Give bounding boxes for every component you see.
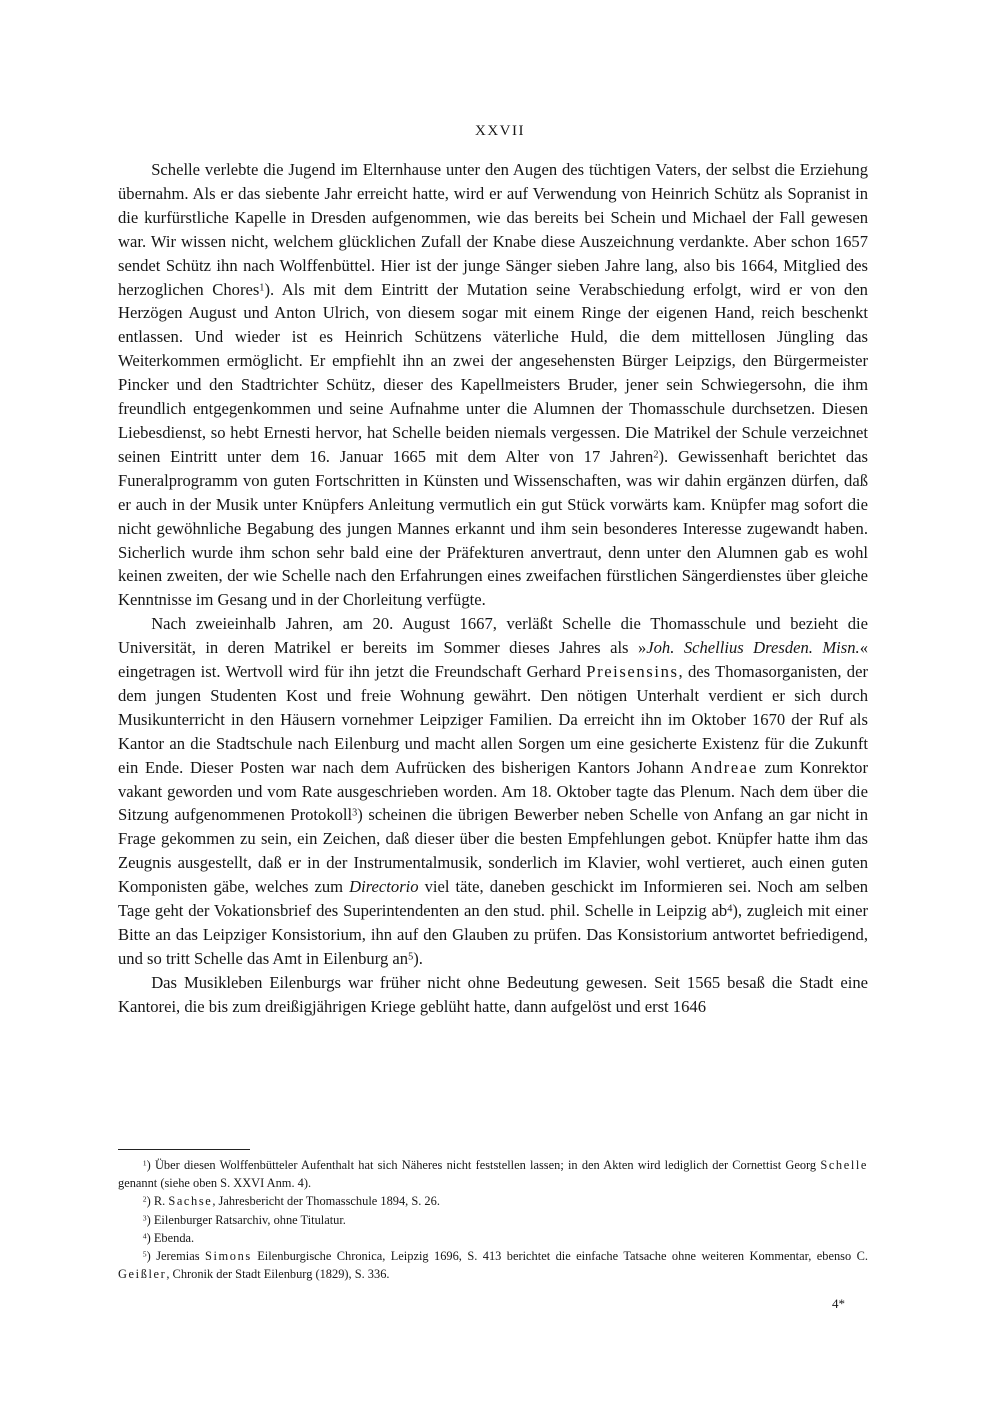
paragraph-text: zum Konrektor vakant geworden und vom Rate ausgeschrieben worden. Am 18. Oktober tagte das Plenum. Nach dem über die Sitzung aufgenommenen Protokoll — [118, 757, 868, 825]
footnotes — [118, 1156, 868, 1283]
footnote — [118, 1247, 868, 1283]
paragraph — [118, 612, 868, 971]
footnote-marker: 1 — [142, 1158, 147, 1168]
footnote-text: ) Über diesen Wolffenbütteler Aufenthalt hat sich Näheres nicht feststellen lassen; in den Akten wird lediglich der Cornettist Georg — [146, 1158, 821, 1172]
footnote-text: ) Jeremias — [146, 1249, 205, 1264]
footnote — [118, 1156, 868, 1192]
footnote-text-spaced-name: Simons — [205, 1249, 252, 1264]
paragraph-text: Das Musikleben Eilenburgs war früher nicht ohne Bedeutung gewesen. Seit 1565 besaß die Stadt eine Kantorei, die bis zum dreißigjährigen Kriege geblüht hatte, dann aufgelöst und erst 1646 — [118, 972, 868, 1016]
paragraph-text: Nach zweieinhalb Jahren, am 20. August 1667, verläßt Schelle die Thomasschule und bezieht die Universität, in deren Matrikel er bereits im Sommer dieses Jahres als » — [118, 614, 868, 658]
footnote — [118, 1211, 868, 1229]
footnote-marker: 5 — [142, 1249, 147, 1259]
footnote-text: ) R. — [146, 1194, 169, 1209]
paragraph-text: ). Gewissenhaft berichtet das Funeralprogramm von guten Fortschritten in Künsten und Wissenschaften, was wir dahin ergänzen dürfen, daß er auch in der Musik unter Knüpfers Anleitung vermutlich ein gut Stück vorwärts kam. Knüpfer mag sofort die nicht gewöhnliche Begabung des jungen Mannes erkannt und ihm sein besonderes Interesse zugewandt haben. Sicherlich wurde ihm schon sehr bald eine der Präfekturen anvertraut, denn unter den Alumnen gab es wohl keinen zweiten, der wie Schelle nach den Erfahrungen eines zweifachen fürstlichen Sängerdienstes über gleiche Kenntnisse im Gesang und in der Chorleitung verfügte. — [118, 446, 868, 610]
footnote — [118, 1192, 868, 1210]
paragraph-text: Schelle verlebte die Jugend im Elternhause unter den Augen des tüchtigen Vaters, der selbst die Erziehung übernahm. Als er das siebente Jahr erreicht hatte, wird er auf Verwendung von Heinrich Schütz als Sopranist in die kurfürstliche Kapelle in Dresden aufgenommen, wie das bereits bei Schein und Michael der Fall gewesen war. Wir wissen nicht, welchem glücklichen Zufall der Knabe diese Auszeichnung verdankte. Aber schon 1657 sendet Schütz ihn nach Wolffenbüttel. Hier ist der junge Sänger sieben Jahre lang, also bis 1664, Mitglied des herzoglichen Chores — [118, 160, 868, 299]
paragraph-text-spaced-name: Andreae — [690, 757, 758, 777]
paragraph-text: ), zugleich mit einer Bitte an das Leipziger Konsistorium, ihn auf den Glauben zu prüfen. Das Konsistorium antwortet befriedigend, und so tritt Schelle das Amt in Eilenburg an — [118, 901, 868, 968]
paragraph-text: ) scheinen die übrigen Bewerber neben Schelle von Anfang an gar nicht in Frage gekommen zu sein, ein Zeichen, daß dieser über die besten Empfehlungen gebot. Knüpfer hatte ihm das Zeugnis ausgestellt, daß er in der Instrumentalmusik, sonderlich im Klavier, wohl vertieret, auch einen guten Komponisten gäbe, welches zum — [118, 805, 868, 897]
paragraph-text: ). — [413, 948, 423, 968]
paragraph — [118, 158, 868, 612]
paragraph-text: , des Thomasorganisten, der dem jungen Studenten Kost und freie Wohnung gewährt. Den nötigen Unterhalt verdient er sich durch Musikunterricht in den Häusern vornehmer Leipziger Familien. Da erreicht ihn im Oktober 1670 der Ruf als Kantor an die Stadtschule nach Eilenburg und macht allen Sorgen um eine gesicherte Existenz für die Zukunft ein Ende. Dieser Posten war nach dem Aufrücken des bisherigen Kantors Johann — [118, 662, 868, 777]
footnote-marker: 4 — [727, 903, 733, 915]
paragraph-text-italic: Directorio — [349, 877, 419, 897]
footnote-text: , Jahresbericht der Thomasschule 1894, S. 26. — [212, 1194, 440, 1209]
paragraph-text-spaced-name: Preisensins — [586, 662, 679, 682]
paragraph-text-italic: Joh. Schellius Dresden. Misn. — [646, 638, 860, 658]
footnote-text: ) Eilenburger Ratsarchiv, ohne Titulatur. — [146, 1212, 346, 1227]
paragraph-text: ). Als mit dem Eintritt der Mutation seine Verabschiedung erfolgt, wird er von den Herzögen August und Anton Ulrich, von diesem sogar mit einem Ringe der eigenen Hand, reich beschenkt entlassen. Und wieder ist es Heinrich Schützens väterliche Huld, die dem mittellosen Jüngling das Weiterkommen ermöglicht. Er empfiehlt ihn an zwei der angesehensten Bürger Leipzigs, den Bürgermeister Pincker und den Stadtrichter Schütz, dieser des Kapellmeisters Bruder, jener sein Schwiegersohn, die ihm freundlich entgegenkommen und seine Aufnahme unter die Alumnen der Thomasschule durchsetzen. Diesen Liebesdienst, so hebt Ernesti hervor, hat Schelle beiden niemals vergessen. Die Matrikel der Schule verzeichnet seinen Eintritt unter dem 16. Januar 1665 mit dem Alter von 17 Jahren — [118, 279, 868, 466]
footnote-marker: 3 — [352, 807, 358, 819]
footnote-text: ) Ebenda. — [146, 1230, 195, 1245]
footnote-text-spaced-name: Geißler — [118, 1267, 167, 1282]
footnote-divider — [118, 1149, 250, 1150]
paragraph — [118, 971, 868, 1019]
footnote-marker: 2 — [142, 1194, 147, 1204]
footnote-marker: 2 — [653, 449, 659, 461]
footnote-text-spaced-name: Schelle — [820, 1158, 868, 1172]
page-number: XXVII — [475, 123, 525, 139]
footnote-marker: 3 — [142, 1213, 147, 1223]
footnote-marker: 5 — [408, 951, 414, 963]
footnote-text: genannt (siehe oben S. XXVI Anm. 4). — [118, 1176, 312, 1191]
footnote — [118, 1229, 868, 1247]
paragraph-text: viel täte, daneben geschickt im Informieren sei. Noch am selben Tage geht der Vokationsbrief des Superintendenten an den stud. phil. Schelle in Leipzig ab — [118, 877, 868, 921]
footnote-text: Eilenburgische Chronica, Leipzig 1696, S. 413 berichtet die einfache Tatsache ohne weiteren Kommentar, ebenso C. — [251, 1249, 868, 1264]
footnote-marker: 1 — [259, 281, 265, 293]
paragraph-text: « eingetragen ist. Wertvoll wird für ihn jetzt die Freundschaft Gerhard — [118, 638, 868, 682]
footnote-text: , Chronik der Stadt Eilenburg (1829), S. 336. — [166, 1267, 390, 1282]
main-text — [118, 158, 868, 1019]
footnote-marker: 4 — [142, 1231, 147, 1241]
footnote-text-spaced-name: Sachse — [168, 1194, 213, 1209]
sheet-signature: 4* — [832, 1296, 845, 1311]
